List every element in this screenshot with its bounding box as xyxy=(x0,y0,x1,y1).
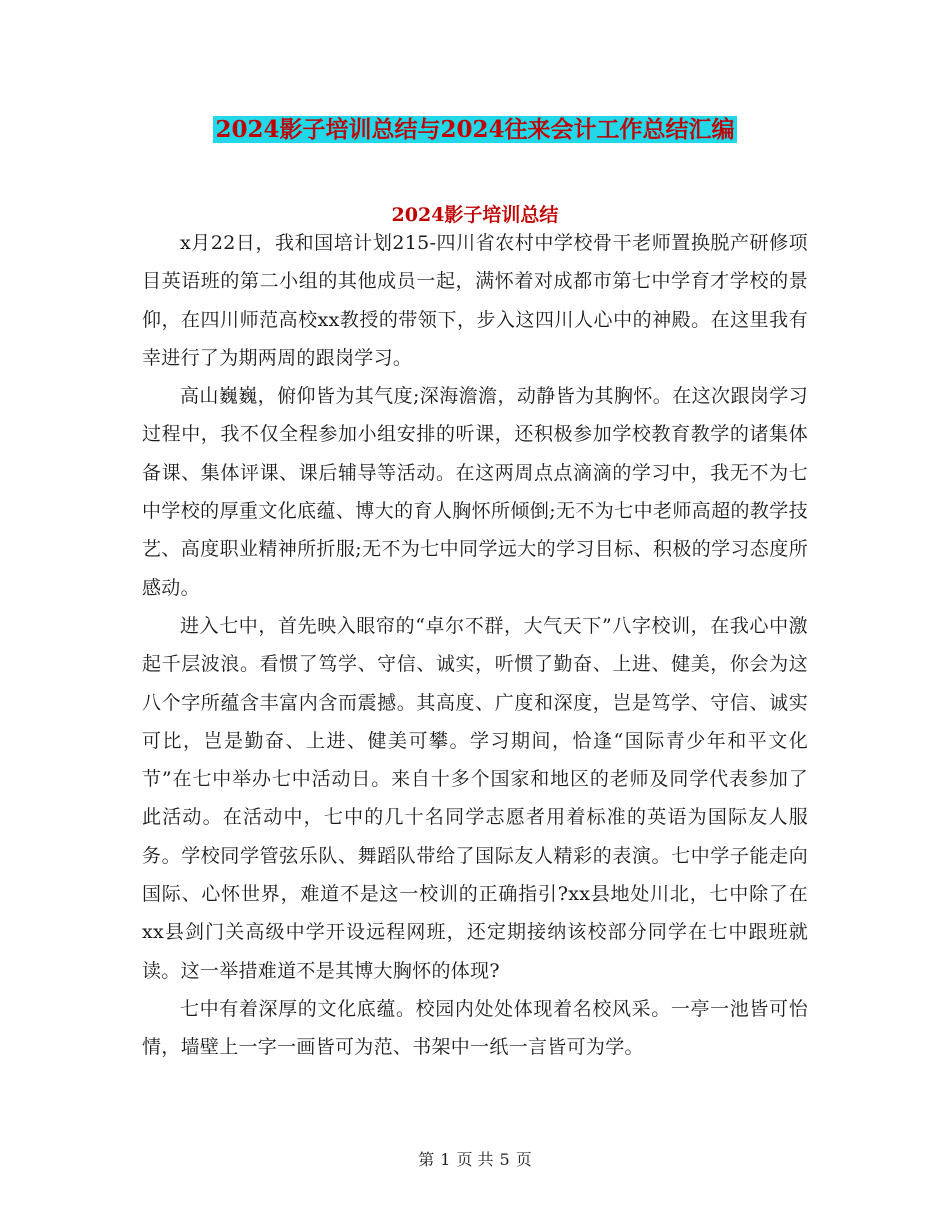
footer-middle: 页 共 xyxy=(456,1150,494,1169)
paragraph: 七中有着深厚的文化底蕴。校园内处处体现着名校风采。一亭一池皆可怡情，墙壁上一字一画皆可为范、书架中一纸一言皆可为学。 xyxy=(142,997,808,1059)
document-title-text: 2024影子培训总结与2024往来会计工作总结汇编 xyxy=(215,116,735,143)
section-title: 2024影子培训总结 xyxy=(391,204,559,226)
footer-suffix: 页 xyxy=(515,1150,532,1169)
document-body xyxy=(142,224,808,1067)
paragraph: x月22日，我和国培计划215-四川省农村中学校骨干老师置换脱产研修项目英语班的第二小组的其他成员一起，满怀着对成都市第七中学育才学校的景仰，在四川师范高校xx教授的带领下，步入这四川人心中的神殿。在这里我有幸进行了为期两周的跟岗学习。 xyxy=(142,232,808,369)
document-title xyxy=(0,112,950,148)
page-footer xyxy=(0,1148,950,1172)
paragraph: 高山巍巍，俯仰皆为其气度;深海澹澹，动静皆为其胸怀。在这次跟岗学习过程中，我不仅全程参加小组安排的听课，还积极参加学校教育教学的诸集体备课、集体评课、课后辅导等活动。在这两周点点滴滴的学习中，我无不为七中学校的厚重文化底蕴、博大的育人胸怀所倾倒;无不为七中老师高超的教学技艺、高度职业精神所折服;无不为七中同学远大的学习目标、积极的学习态度所感动。 xyxy=(142,385,808,599)
paragraph: 进入七中，首先映入眼帘的“卓尔不群，大气天下”八字校训，在我心中激起千层波浪。看惯了笃学、守信、诚实，听惯了勤奋、上进、健美，你会为这八个字所蕴含丰富内含而震撼。其高度、广度和深度，岂是笃学、守信、诚实可比，岂是勤奋、上进、健美可攀。学习期间，恰逢“国际青少年和平文化节”在七中举办七中活动日。来自十多个国家和地区的老师及同学代表参加了此活动。在活动中，七中的几十名同学志愿者用着标准的英语为国际友人服务。学校同学管弦乐队、舞蹈队带给了国际友人精彩的表演。七中学子能走向国际、心怀世界，难道不是这一校训的正确指引?xx县地处川北，七中除了在xx县剑门关高级中学开设远程网班，还定期接纳该校部分同学在七中跟班就读。这一举措难道不是其博大胸怀的体现? xyxy=(142,614,808,982)
footer-total-pages: 5 xyxy=(499,1150,510,1169)
footer-prefix: 第 xyxy=(418,1150,435,1169)
footer-page-number: 1 xyxy=(440,1150,451,1169)
